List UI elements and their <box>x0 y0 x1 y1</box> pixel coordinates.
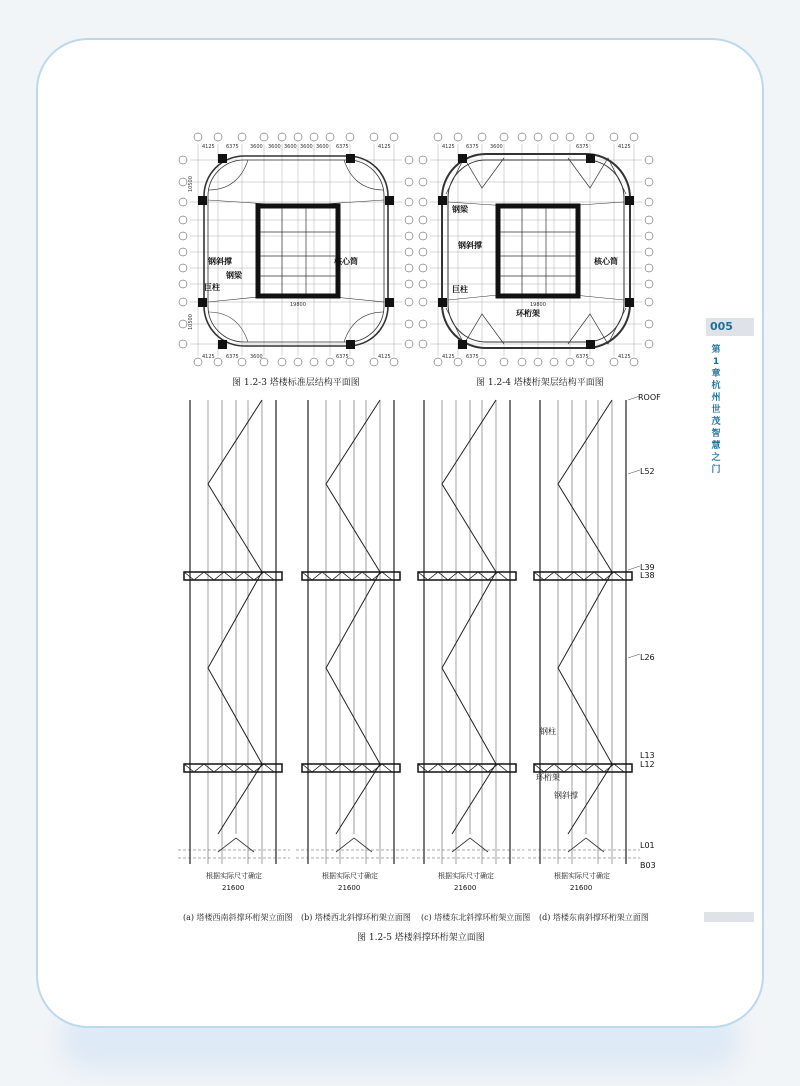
dim-top-9: 4125 <box>618 144 631 150</box>
margin-bar <box>704 912 754 922</box>
dim-top-6: 3600 <box>300 144 313 150</box>
label-steel-column: 钢柱 <box>540 727 556 736</box>
label-column: 巨柱 <box>452 285 468 294</box>
plan-truss-floor <box>418 130 654 368</box>
caption-fig-1-2-5: 图 1.2-5 塔楼斜撑环桁架立面图 <box>357 933 485 943</box>
dim-top-1: 4125 <box>202 144 215 150</box>
label-beam: 钢梁 <box>226 271 242 280</box>
level-l01: L01 <box>640 841 655 850</box>
elevations <box>176 394 676 904</box>
label-brace: 钢斜撑 <box>458 241 482 250</box>
dim-bottom-8: 6375 <box>576 354 589 360</box>
elevation-c <box>412 400 524 864</box>
plan-outline <box>204 156 388 346</box>
dim-top-2: 6375 <box>466 144 479 150</box>
elevation-a <box>178 400 290 864</box>
level-l52: L52 <box>640 467 655 476</box>
width-dim-b: 21600 <box>338 884 361 892</box>
level-l13: L13 <box>640 751 655 760</box>
label-core: 核心筒 <box>594 257 618 266</box>
dim-top-3: 3600 <box>490 144 503 150</box>
dim-bottom-9: 4125 <box>378 354 391 360</box>
foundation-note-d: 根据实际尺寸确定 <box>554 872 610 880</box>
subcaption-d: (d) 塔楼东南斜撑环桁架立面图 <box>539 913 649 922</box>
dim-top-4: 3600 <box>268 144 281 150</box>
level-roof: ROOF <box>638 394 661 402</box>
dim-top-7: 3600 <box>316 144 329 150</box>
dim-top-1: 4125 <box>442 144 455 150</box>
foundation-note-c: 根据实际尺寸确定 <box>438 872 494 880</box>
dim-side-1: 10500 <box>188 176 194 192</box>
label-core: 核心筒 <box>334 257 358 266</box>
label-beam: 钢梁 <box>452 205 468 214</box>
elevation-d <box>528 400 640 864</box>
mega-columns <box>198 154 394 349</box>
dim-side-2: 10500 <box>188 314 194 330</box>
grid-bubbles <box>179 133 413 366</box>
chapter-title: 第1章 杭州世茂智慧之门 <box>711 345 721 475</box>
subcaption-c: (c) 塔楼东北斜撑环桁架立面图 <box>421 913 531 922</box>
dim-bottom-1: 4125 <box>442 354 455 360</box>
label-steel-brace: 钢斜撑 <box>554 791 578 800</box>
dim-bottom-2: 6375 <box>226 354 239 360</box>
foundation-note-b: 根据实际尺寸确定 <box>322 872 378 880</box>
caption-fig-1-2-4: 图 1.2-4 塔楼桁架层结构平面图 <box>476 378 604 388</box>
subcaption-a: (a) 塔楼西南斜撑环桁架立面图 <box>183 913 293 922</box>
label-brace: 钢斜撑 <box>208 257 232 266</box>
plan-grid <box>190 144 402 356</box>
dim-top-8: 6375 <box>576 144 589 150</box>
width-dim-d: 21600 <box>570 884 593 892</box>
plan-standard-floor <box>178 130 414 368</box>
label-ring-truss: 环桁架 <box>536 773 560 782</box>
dim-bottom-8: 6375 <box>336 354 349 360</box>
level-l39: L39 <box>640 563 655 572</box>
page-number: 005 <box>706 318 754 336</box>
caption-fig-1-2-3: 图 1.2-3 塔楼标准层结构平面图 <box>232 378 360 388</box>
label-column: 巨柱 <box>204 283 220 292</box>
dim-top-9: 4125 <box>378 144 391 150</box>
dim-bottom-1: 4125 <box>202 354 215 360</box>
dim-bottom-3: 3600 <box>250 354 263 360</box>
level-l38: L38 <box>640 571 655 580</box>
label-truss: 环桁架 <box>516 309 540 318</box>
level-l26: L26 <box>640 653 655 662</box>
dim-top-5: 3600 <box>284 144 297 150</box>
dim-top-2: 6375 <box>226 144 239 150</box>
dim-bottom-2: 6375 <box>466 354 479 360</box>
elevation-b <box>296 400 408 864</box>
level-l12: L12 <box>640 760 655 769</box>
width-dim-c: 21600 <box>454 884 477 892</box>
dim-top-8: 6375 <box>336 144 349 150</box>
width-dim-a: 21600 <box>222 884 245 892</box>
dim-top-3: 3600 <box>250 144 263 150</box>
level-tags <box>628 394 661 870</box>
level-b03: B03 <box>640 861 656 870</box>
dim-bottom-9: 4125 <box>618 354 631 360</box>
foundation-note-a: 根据实际尺寸确定 <box>206 872 262 880</box>
core-dim: 19800 <box>290 302 306 308</box>
core-dim: 19800 <box>530 302 546 308</box>
subcaption-b: (b) 塔楼西北斜撑环桁架立面图 <box>301 913 411 922</box>
